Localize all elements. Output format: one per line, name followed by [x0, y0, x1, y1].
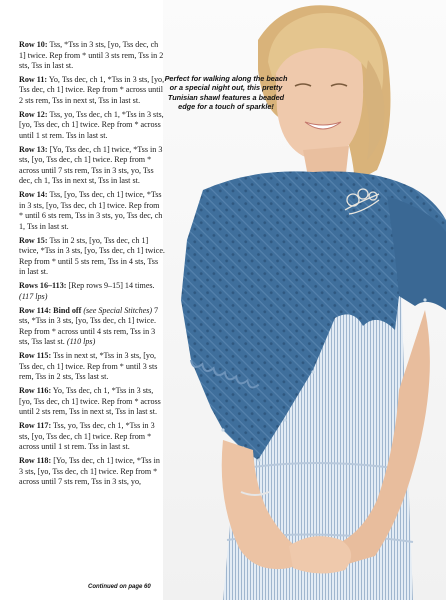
pattern-row: Row 118: [Yo, Tss dec, ch 1] twice, *Tss in 3 sts, [yo, Tss dec, ch 1] twice. Rep from * across until 7 sts rem, Tss in 3 sts, yo,: [19, 455, 160, 487]
pattern-row: Row 114: Bind off (see Special Stitches) 7 sts, *Tss in 3 sts, [yo, Tss dec, ch 1] twice. Rep from * across until 4 sts rem, Tss in 3 sts, Tss last st. (110 lps): [19, 305, 159, 347]
photo-caption: Perfect for walking along the beach or a special night out, this pretty Tunisian shawl features a beaded edge for a touch of sparkle!: [164, 74, 288, 112]
pattern-row: Row 12: Tss, yo, Tss dec, ch 1, *Tss in 3 sts, [yo, Tss dec, ch 1] twice. Rep from * across until 1 st rem. Tss in last st.: [19, 109, 164, 140]
pattern-row: Row 14: Tss, [yo, Tss dec, ch 1] twice, *Tss in 3 sts, [yo, Tss dec, ch 1] twice. Rep from * until 6 sts rem, Tss in 3 sts, yo, Tss dec, ch 1, Tss in last st.: [19, 190, 163, 231]
pattern-row: Row 117: Tss, yo, Tss dec, ch 1, *Tss in 3 sts, [yo, Tss dec, ch 1] twice. Rep from * across until 1 st rem. Tss in last st.: [19, 421, 155, 452]
pattern-row: Row 116: Yo, Tss dec, ch 1, *Tss in 3 sts, [yo, Tss dec, ch 1] twice. Rep from * across until 2 sts rem, Tss in next st, Tss in last st.: [19, 386, 161, 417]
pattern-row: Row 10: Tss, *Tss in 3 sts, [yo, Tss dec, ch 1] twice. Rep from * until 3 sts rem, Tss in 2 sts, Tss in last st.: [19, 40, 164, 71]
pattern-row: Rows 16–113: [Rep rows 9–15] 14 times. (117 lps): [19, 281, 155, 301]
pattern-row: Row 15: Tss in 2 sts, [yo, Tss dec, ch 1] twice, *Tss in 3 sts, [yo, Tss dec, ch 1] twice. Rep from * until 5 sts rem, Tss in 4 sts, Tss in last st.: [19, 235, 165, 277]
pattern-instructions: [19, 40, 165, 491]
pattern-row: Row 13: [Yo, Tss dec, ch 1] twice, *Tss in 3 sts, [yo, Tss dec, ch 1] twice. Rep from * across until 7 sts rem, Tss in 3 sts, yo, Tss dec, ch 1, Tss in next st, Tss in last st.: [19, 144, 163, 186]
continued-note: Continued on page 60: [88, 584, 151, 590]
pattern-row: Row 11: Yo, Tss dec, ch 1, *Tss in 3 sts, [yo, Tss dec, ch 1] twice. Rep from * across until 2 sts rem, Tss in next st, Tss in last st.: [19, 74, 165, 106]
pattern-row: Row 115: Tss in next st, *Tss in 3 sts, [yo, Tss dec, ch 1] twice. Rep from * until 3 sts rem, Tss in 2 sts, Tss last st.: [19, 351, 158, 382]
